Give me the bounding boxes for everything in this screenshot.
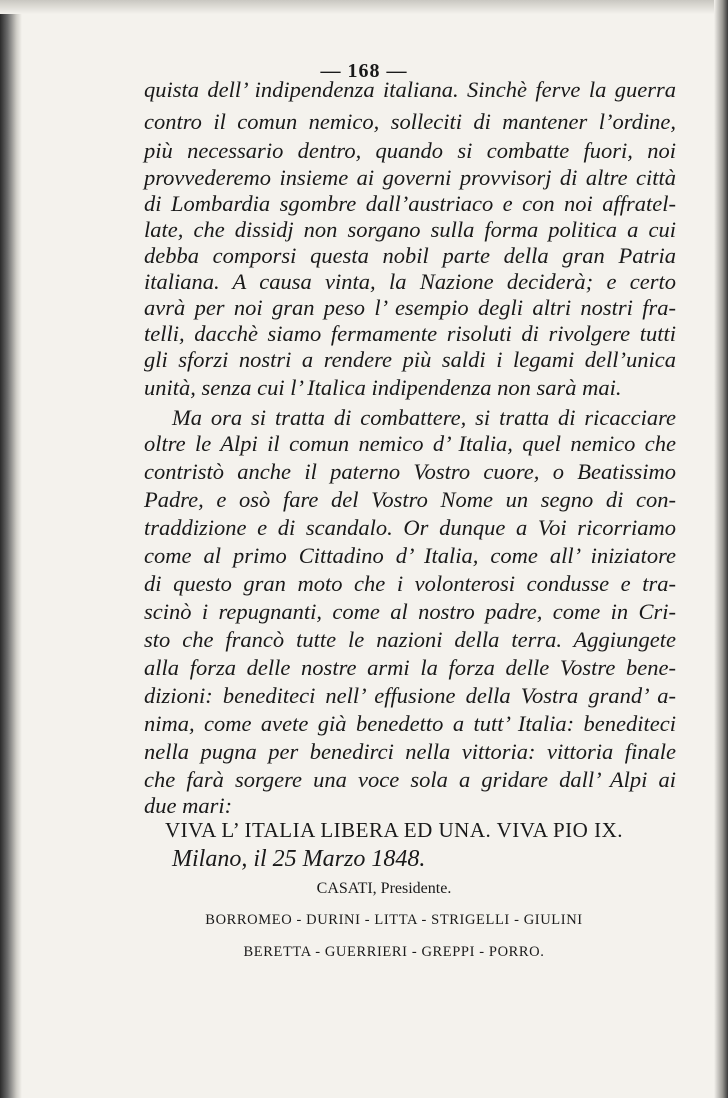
text-line: alla forza delle nostre armi la forza delle Vostre bene- [144, 655, 676, 680]
text-line: due mari: [144, 793, 233, 818]
text-line: che farà sorgere una voce sola a gridare dall’ Alpi ai [144, 767, 676, 792]
president-signature: CASATI, Presidente. [316, 880, 452, 897]
text-line: quista dell’ indipendenza italiana. Sinchè ferve la guerra [144, 77, 676, 102]
signatories-line-1: BORROMEO - DURINI - LITTA - STRIGELLI - GIULINI [205, 912, 583, 928]
text-line: nima, come avete già benedetto a tutt’ Italia: benediteci [144, 711, 676, 736]
text-line: dizioni: benediteci nell’ effusione della Vostra grand’ a- [144, 683, 676, 708]
text-line: italiana. A causa vinta, la Nazione deciderà; e certo [144, 269, 676, 294]
text-line: oltre le Alpi il comun nemico d’ Italia, quel nemico che [144, 431, 676, 456]
top-edge-shadow [0, 0, 728, 14]
text-line: provvederemo insieme ai governi provvisorj di altre città [144, 165, 676, 190]
text-line: debba comporsi questa nobil parte della gran Patria [144, 243, 676, 268]
text-line: di questo gran moto che i volonterosi condusse e tra- [144, 571, 676, 596]
text-line: avrà per noi gran peso l’ esempio degli altri nostri fra- [144, 295, 676, 320]
right-edge-shadow [714, 0, 728, 1098]
text-line: traddizione e di scandalo. Or dunque a Voi ricorriamo [144, 515, 676, 540]
text-line: Padre, e osò fare del Vostro Nome un segno di con- [144, 487, 676, 512]
text-line: come al primo Cittadino d’ Italia, come all’ iniziatore [144, 543, 676, 568]
text-line: contristò anche il paterno Vostro cuore, o Beatissimo [144, 459, 676, 484]
text-line: più necessario dentro, quando si combatte fuori, noi [144, 138, 676, 163]
text-line: sto che francò tutte le nazioni della terra. Aggiungete [144, 627, 676, 652]
text-line: unità, senza cui l’ Italica indipendenza non sarà mai. [144, 375, 622, 400]
text-line: Ma ora si tratta di combattere, si tratta di ricacciare [172, 405, 676, 430]
text-line: nella pugna per benedirci nella vittoria: vittoria finale [144, 739, 676, 764]
text-line: contro il comun nemico, solleciti di mantener l’ordine, [144, 109, 676, 134]
text-line: telli, dacchè siamo fermamente risoluti di rivolgere tutti [144, 321, 676, 346]
text-line: scinò i repugnanti, come al nostro padre, come in Cri- [144, 599, 676, 624]
acclamation: VIVA L’ ITALIA LIBERA ED UNA. VIVA PIO IX. [165, 818, 623, 842]
place-date: Milano, il 25 Marzo 1848. [172, 846, 426, 872]
text-line: late, che dissidj non sorgano sulla forma politica a cui [144, 217, 676, 242]
text-line: di Lombardia sgombre dall’austriaco e con noi affratel- [144, 191, 676, 216]
signatories-line-2: BERETTA - GUERRIERI - GREPPI - PORRO. [243, 944, 545, 960]
book-spine-shadow [0, 0, 22, 1098]
page-number: — 168 — [320, 60, 408, 82]
text-line: gli sforzi nostri a rendere più saldi i legami dell’unica [144, 347, 676, 372]
